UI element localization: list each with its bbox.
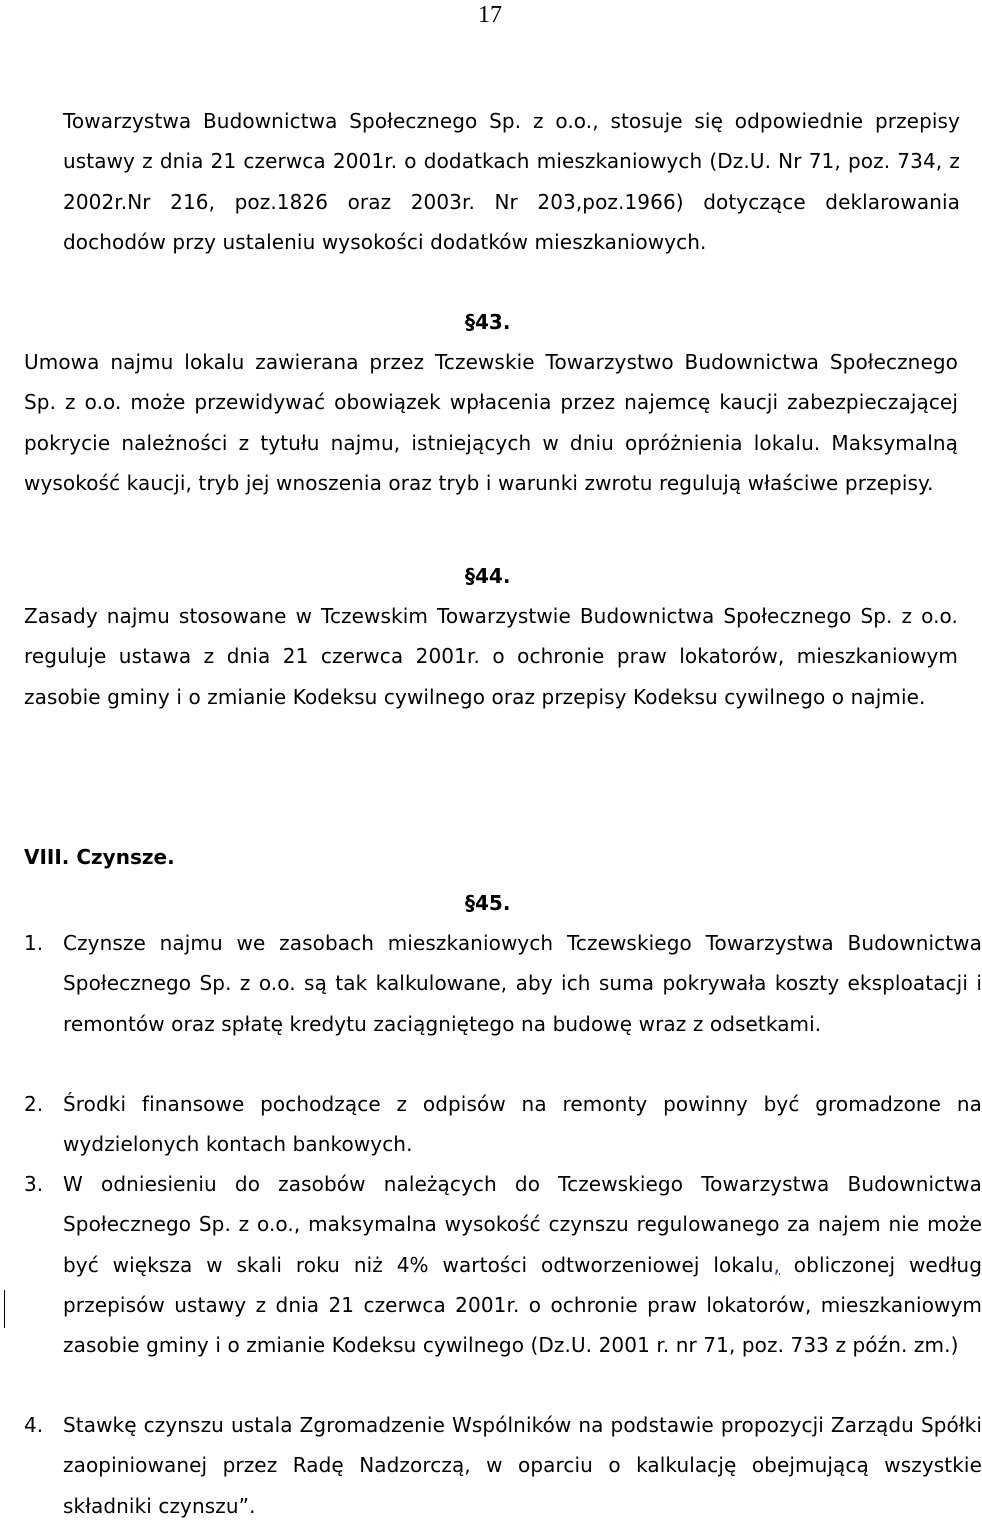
section-44-text: Zasady najmu stosowane w Tczewskim Towarzystwie Budownictwa Społecznego Sp. z o.o. reguluje ustawa z dnia 21 czerwca 2001r. o ochronie praw lokatorów, mieszkaniowym zasobie gminy i o zmianie Kodeksu cywilnego oraz przepisy Kodeksu cywilnego o najmie. bbox=[24, 604, 958, 709]
list-item-2 bbox=[24, 1084, 982, 1165]
list-item-text-part-b: obliczonej według przepisów ustawy z dnia 21 czerwca 2001r. o ochronie praw lokatorów, mieszkaniowym zasobie gminy i o zmianie Kodeksu cywilnego (Dz.U. 2001 r. nr 71, poz. 733 z późn. zm.) bbox=[63, 1252, 982, 1358]
list-item-text-part-a: W odniesieniu do zasobów należących do Tczewskiego Towarzystwa Budownictwa Społecznego Sp. z o.o., maksymalna wysokość czynszu regulowanego za najem nie może być większa w skali roku niż 4% wartości odtworzeniowej lokalu bbox=[63, 1172, 982, 1277]
list-number: 3. bbox=[24, 1172, 44, 1196]
list-item-text: Stawkę czynszu ustala Zgromadzenie Wspólników na podstawie propozycji Zarządu Spółki zaopiniowanej przez Radę Nadzorczą, w oparciu o kalkulację obejmującą wszystkie składniki czynszu”. bbox=[63, 1413, 982, 1518]
list-item-text bbox=[63, 1164, 982, 1365]
list-number: 1. bbox=[24, 931, 44, 955]
list-number: 2. bbox=[24, 1092, 44, 1116]
section-45-heading: §45. bbox=[465, 891, 511, 915]
list-item-text: Czynsze najmu we zasobach mieszkaniowych Tczewskiego Towarzystwa Budownictwa Społecznego Sp. z o.o. są tak kalkulowane, aby ich suma pokrywała koszty eksploatacji i remontów oraz spłatę kredytu zaciągniętego na budowę wraz z odsetkami. bbox=[63, 931, 982, 1036]
page-number: 17 bbox=[478, 2, 502, 28]
revision-change-bar bbox=[4, 1290, 5, 1328]
revision-mark: , bbox=[773, 1252, 780, 1277]
list-item-1 bbox=[24, 923, 982, 1044]
list-item-text: Środki finansowe pochodzące z odpisów na remonty powinny być gromadzone na wydzielonych kontach bankowych. bbox=[63, 1092, 982, 1157]
section-43-heading: §43. bbox=[465, 310, 511, 334]
section-44-heading: §44. bbox=[465, 564, 511, 588]
section-43-text: Umowa najmu lokalu zawierana przez Tczewskie Towarzystwo Budownictwa Społecznego Sp. z o.o. może przewidywać obowiązek wpłacenia przez najemcę kaucji zabezpieczającej pokrycie należności z tytułu najmu, istniejących w dniu opróżnienia lokalu. Maksymalną wysokość kaucji, tryb jej wnoszenia oraz tryb i warunki zwrotu regulują właściwe przepisy. bbox=[24, 350, 958, 495]
list-item-3 bbox=[24, 1164, 982, 1365]
chapter-heading: VIII. Czynsze. bbox=[24, 845, 175, 869]
intro-paragraph: Towarzystwa Budownictwa Społecznego Sp. z o.o., stosuje się odpowiednie przepisy ustawy z dnia 21 czerwca 2001r. o dodatkach mieszkaniowych (Dz.U. Nr 71, poz. 734, z 2002r.Nr 216, poz.1826 oraz 2003r. Nr 203,poz.1966) dotyczące deklarowania dochodów przy ustaleniu wysokości dodatków mieszkaniowych. bbox=[63, 109, 960, 254]
list-number: 4. bbox=[24, 1413, 44, 1437]
list-item-4 bbox=[24, 1405, 982, 1526]
